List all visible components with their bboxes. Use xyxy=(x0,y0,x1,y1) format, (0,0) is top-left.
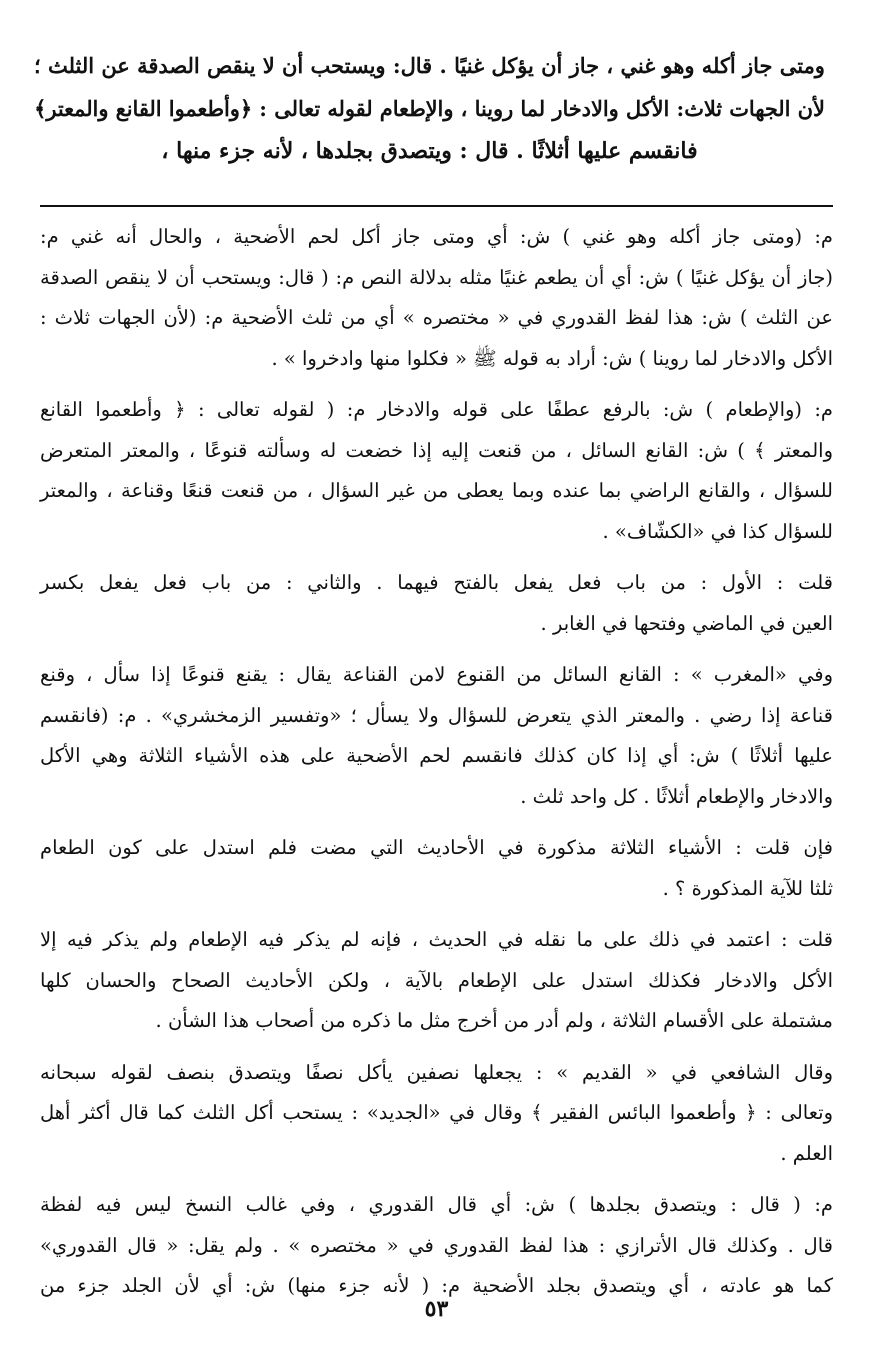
commentary-line: قلت : الأول : من باب فعل يفعل بالفتح فيهما . والثاني : من باب فعل يفعل بكسر xyxy=(40,571,833,594)
commentary-paragraph xyxy=(40,217,833,379)
main-text-block xyxy=(26,44,833,173)
commentary-line: (جاز أن يؤكل غنيًا ) ش: أي أن يطعم غنيًا مثله بدلالة النص م: ( قال: ويستحب أن لا ينقص الصدقة xyxy=(40,265,833,289)
commentary-paragraph xyxy=(40,563,833,644)
commentary-line: قلت : اعتمد في ذلك على ما نقله في الحديث ، فإنه لم يذكر فيه الإطعام ولم يذكر فيه إلا xyxy=(40,928,833,951)
commentary-line: قال . وكذلك قال الأترازي : هذا لفظ القدوري في « مختصره » . ولم يقل: « قال القدوري» xyxy=(40,1233,833,1257)
commentary-line: عليها أثلاثًا ) ش: أي إذا كان كذلك فانقسم لحم الأضحية على هذه الأشياء الثلاثة وهي الأكل xyxy=(40,744,833,767)
main-text-line: ومتى جاز أكله وهو غني ، جاز أن يؤكل غنيًا . قال: ويستحب أن لا ينقص الصدقة عن الثلث ؛ xyxy=(34,53,825,78)
commentary-line: ثلثا للآية المذكورة ؟ . xyxy=(662,876,833,900)
commentary-line: م: ( قال : ويتصدق بجلدها ) ش: أي قال القدوري ، وفي غالب النسخ ليس فيه لفظة xyxy=(40,1193,833,1216)
commentary-line: م: (والإطعام ) ش: بالرفع عطفًا على قوله والادخار م: ( لقوله تعالى : ﴿ وأطعموا القانع xyxy=(40,398,833,421)
commentary-line: الأكل والادخار فكذلك استدل على الإطعام بالآية ، ولكن الأحاديث الصحاح والحسان كلها xyxy=(40,968,833,992)
commentary-line: م: (ومتى جاز أكله وهو غني ) ش: أي ومتى جاز أكل لحم الأضحية ، والحال أنه غني م: xyxy=(40,225,833,248)
commentary-line: فإن قلت : الأشياء الثلاثة مذكورة في الأحاديث التي مضت فلم استدل على كون الطعام xyxy=(40,836,833,859)
commentary-line: وفي «المغرب » : القانع السائل من القنوع لامن القناعة يقال : يقنع قنوعًا إذا سأل ، وقنع xyxy=(40,663,833,686)
commentary-line: كما هو عادته ، أي ويتصدق بجلد الأضحية م: ( لأنه جزء منها) ش: أي لأن الجلد جزء من xyxy=(40,1274,833,1297)
commentary-paragraph xyxy=(40,1185,833,1307)
commentary-line: للسؤال ، والقانع الراضي بما عنده وبما يعطى من غير السؤال ، من قنعت قنعًا وقناعة ، والمعتر xyxy=(40,479,833,502)
commentary-line: الأكل والادخار لما روينا ) ش: أراد به قوله ﷺ « فكلوا منها وادخروا » . xyxy=(271,346,833,370)
commentary-line: وتعالى : ﴿ وأطعموا البائس الفقير ﴾ وقال في «الجديد» : يستحب أكل الثلث كما قال أكثر أهل xyxy=(40,1101,833,1124)
commentary-line: للسؤال كذا في «الكشّاف» . xyxy=(602,519,833,543)
commentary-line: قناعة إذا رضي . والمعتر الذي يتعرض للسؤال ولا يسأل ؛ «وتفسير الزمخشري» . م: (فانقسم xyxy=(40,703,833,727)
commentary-line: وقال الشافعي في « القديم » : يجعلها نصفين يأكل نصفًا ويتصدق بنصف لقوله سبحانه xyxy=(40,1060,833,1084)
main-text-line: فانقسم عليها أثلاثًا . قال : ويتصدق بجلدها ، لأنه جزء منها ، xyxy=(161,138,698,164)
commentary-paragraph xyxy=(40,655,833,817)
commentary-paragraph xyxy=(40,828,833,909)
commentary-line: العلم . xyxy=(780,1141,833,1165)
commentary-paragraph xyxy=(40,920,833,1042)
commentary-line: العين في الماضي وفتحها في الغابر . xyxy=(540,611,833,635)
commentary-line: والمعتر ﴾ ) ش: القانع السائل ، من قنعت إليه إذا خضعت له وسألته قنوعًا ، والمعتر المتعرض xyxy=(40,438,833,462)
commentary-block xyxy=(40,217,833,1318)
separator-rule xyxy=(40,205,833,207)
page-number: ٥٣ xyxy=(424,1296,449,1322)
commentary-line: عن الثلث ) ش: هذا لفظ القدوري في « مختصره » أي من ثلث الأضحية م: (لأن الجهات ثلاث : xyxy=(40,306,833,329)
commentary-line: مشتملة على الأقسام الثلاثة ، ولم أدر من أخرج مثل ما ذكره من أصحاب هذا الشأن . xyxy=(155,1009,833,1032)
commentary-paragraph xyxy=(40,390,833,552)
commentary-line: والادخار والإطعام أثلاثًا . كل واحد ثلث . xyxy=(520,784,833,808)
main-text-line: لأن الجهات ثلاث: الأكل والادخار لما روينا ، والإطعام لقوله تعالى : ﴿وأطعموا القانع والمعتر﴾ xyxy=(34,96,825,121)
commentary-paragraph xyxy=(40,1053,833,1175)
